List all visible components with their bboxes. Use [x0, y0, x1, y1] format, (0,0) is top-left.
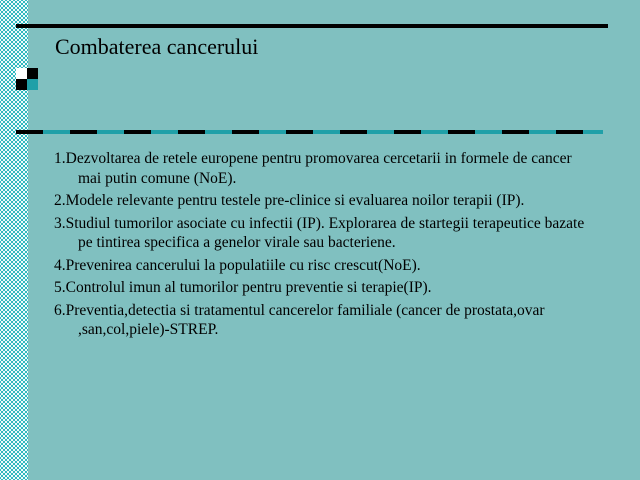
list-item: 5.Controlul imun al tumorilor pentru preventie si terapie(IP). [54, 279, 432, 296]
list-item: 4.Prevenirea cancerului la populatiile cu risc crescut(NoE). [54, 256, 421, 274]
list-item: 1.Dezvoltarea de retele europene pentru promovarea cercetarii in formele de cancer mai putin comune (NoE). [54, 150, 572, 187]
list-item: 3.Studiul tumorilor asociate cu infectii (IP). Explorarea de startegii terapeutice bazate pe tintirea specifica a genelor virale sau bacteriene. [54, 214, 585, 251]
decorative-squares-icon [16, 68, 38, 90]
slide-title: Combaterea cancerului [55, 34, 259, 59]
list-item: 6.Preventia,detectia si tratamentul cancerelor familiale (cancer de prostata,ovar ,san,col,piele)-STREP. [54, 301, 545, 338]
top-rule [16, 24, 608, 28]
dashed-divider [16, 130, 603, 134]
content-list [54, 149, 594, 343]
list-item: 2.Modele relevante pentru testele pre-clinice si evaluarea noilor terapii (IP). [54, 192, 525, 209]
